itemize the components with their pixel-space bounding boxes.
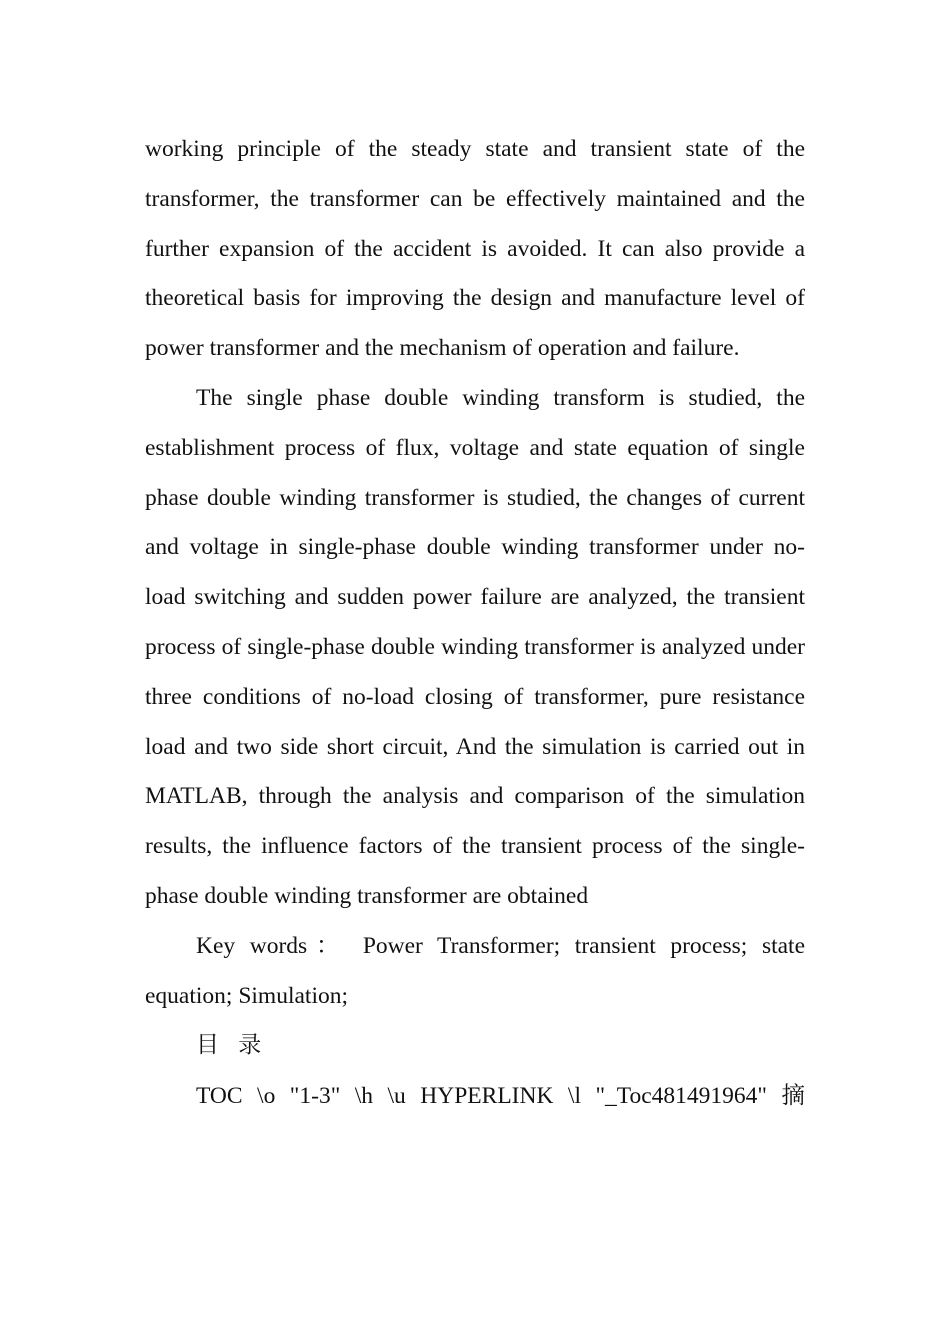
toc-first-entry-char: 摘 bbox=[781, 1081, 806, 1110]
keywords-label: Key words： bbox=[196, 932, 349, 959]
abstract-main-paragraph: The single phase double winding transform is studied, the establishment process of flux, voltage and state equation of single phase double winding transformer is studied, the changes of current and voltage in single-phase double winding transformer under no-load switching and sudden power failure are analyzed, the transient process of single-phase double winding transformer is analyzed under three conditions of no-load closing of transformer, pure resistance load and two side short circuit, And the simulation is carried out in MATLAB, through the analysis and comparison of the simulation results, the influence factors of the transient process of the single-phase double winding transformer are obtained bbox=[145, 384, 805, 909]
toc-heading: 目 录 bbox=[196, 1032, 268, 1059]
toc-field-code-line bbox=[145, 1071, 805, 1122]
keywords-text: Power Transformer; transient process; state equation; Simulation; bbox=[145, 932, 806, 1009]
body-text bbox=[145, 125, 805, 1122]
abstract-continuation-paragraph: working principle of the steady state and transient state of the transformer, the transformer can be effectively maintained and the further expansion of the accident is avoided. It can also provide a theoretical basis for improving the design and manufacture level of power transformer and the mechanism of operation and failure. bbox=[145, 136, 805, 362]
keywords-paragraph bbox=[145, 922, 805, 1022]
toc-field-code: TOC \o "1-3" \h \u HYPERLINK \l "_Toc481491964" bbox=[196, 1083, 768, 1110]
